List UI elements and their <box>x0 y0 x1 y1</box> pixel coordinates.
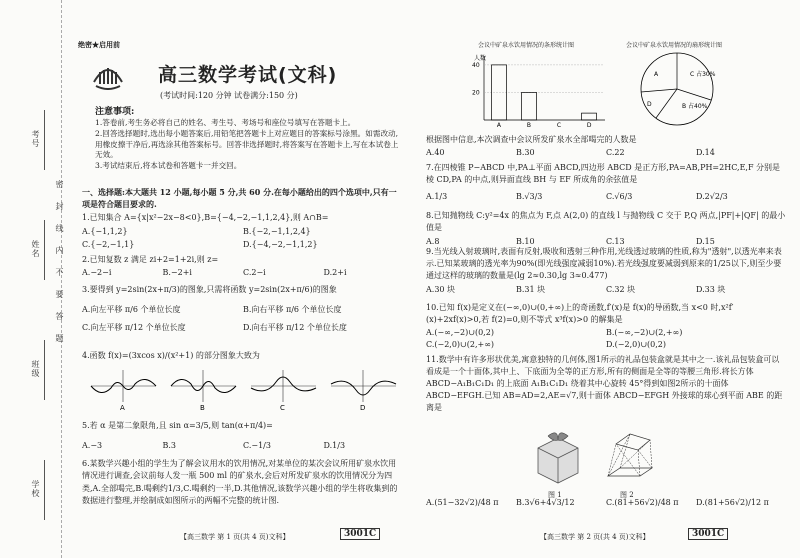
graph-label: C <box>280 404 285 412</box>
graph-label: D <box>360 404 366 412</box>
bar-D <box>582 113 597 120</box>
question-8 <box>426 210 786 248</box>
option: B.31 块 <box>516 285 546 294</box>
question-5 <box>82 420 404 450</box>
option: D.2√2/3 <box>696 192 728 201</box>
question-stem: 7.在四棱锥 P−ABCD 中,PA⊥平面 ABCD,四边形 ABCD 是正方形,PA=AB,PH=2HC,E,F 分别是棱 CD,PA 的中点,则异面直线 BH 与 EF 所成角的余弦值是 <box>426 163 781 184</box>
bar-B <box>522 92 537 120</box>
question-stem: 10.已知 f(x)是定义在(−∞,0)∪(0,+∞)上的奇函数,f′(x)是 f(x)的导函数,当 x<0 时,x²f′(x)+2xf(x)>0,若 f(2)=0,则不等式 x³f(x)>0 的解集是 <box>426 303 734 324</box>
option: D.(−2,0)∪(0,2) <box>606 340 667 349</box>
option: C.32 块 <box>606 285 636 294</box>
question-stem: 3.要得到 y=2sin(2x+π/3)的图象,只需将函数 y=2sin(2x+π/6)的图象 <box>82 285 337 294</box>
option: B.{−2,−1,1,2,4} <box>243 227 311 236</box>
question-stem: 11.数学中有许多形状优美,寓意独特的几何体,图1所示的礼品包装盒就是其中之一.该礼品包装盒可以看成是一个十面体,其中上、下底面为全等的正方形,所有的侧面是全等的等腰三角形.将长方体 ABCD−A₁B₁C₁D₁ 的上底面 A₁B₁C₁D₁ 绕着其中心旋转 45°得到如图2所示的十面体 ABCD−EFGH.已知 AB=AD=2,AE=√7,则十面体 ABCD−EFGH 外接球的球心到平面 ABE 的距离是 <box>426 355 783 412</box>
option: C.−1/3 <box>243 441 271 450</box>
option: C.{−2,−1,1} <box>82 239 135 249</box>
bar-y-tick: 40 <box>472 61 480 69</box>
graph-label: B <box>200 404 205 412</box>
question-6 <box>82 458 404 508</box>
question-4 <box>82 350 404 361</box>
option: D.1/3 <box>323 441 346 450</box>
note-item: 3.考试结束后,将本试卷和答题卡一并交回。 <box>95 161 242 171</box>
paper-code: 3001C <box>340 528 380 540</box>
school-label: 学校 <box>31 480 40 498</box>
notes-heading: 注意事项: <box>95 107 135 117</box>
question-stem: 1.已知集合 A={x|x²−2x−8<0},B={−4,−2,−1,1,2,4},则 A∩B= <box>82 213 329 222</box>
bar-category-label: B <box>526 122 532 128</box>
name-label: 姓名 <box>31 240 40 258</box>
question-stem: 9.当光线入射玻璃时,表面有反射,吸收和透射三种作用,光线透过玻璃的性质,称为"透射",以透光率来表示.已知某玻璃的透光率为90%(即光线强度减弱10%).若光线强度要减弱到原来的1/25以下,则至少要通过这样的玻璃的数量是(lg 2≈0.30,lg 3≈0.477) <box>426 247 782 280</box>
question-6-continued <box>426 134 786 157</box>
option: D.2+i <box>323 268 347 277</box>
graph-d <box>331 370 396 412</box>
option: C.向左平移 π/12 个单位长度 <box>82 322 186 332</box>
class-field[interactable] <box>44 340 45 400</box>
paper-code-right: 3001C <box>688 528 728 540</box>
question-11 <box>426 354 786 414</box>
question-3 <box>82 284 404 336</box>
question-7 <box>426 162 786 203</box>
question-9 <box>426 246 786 296</box>
option: B.3√6+4√3/12 <box>516 498 575 507</box>
graph-label: A <box>120 404 125 412</box>
option: C.√6/3 <box>606 192 633 201</box>
seal-line-text: 密封线内不要答题 <box>55 180 64 356</box>
option: C.2−i <box>243 268 266 277</box>
pie-label-b: B 占40% <box>682 103 708 110</box>
graph-b <box>171 370 236 412</box>
option: A.(51−32√2)/48 π <box>426 498 499 507</box>
footer-right: 【高三数学 第 2 页(共 4 页)文科】 <box>540 533 650 541</box>
question-stem: 2.已知复数 z 满足 zi+2=1+2i,则 z= <box>82 255 219 264</box>
pie-label-c: C 占30% <box>690 71 716 78</box>
option: D.{−4,−2,−1,1,2} <box>243 239 318 249</box>
bar-category-label: A <box>496 122 502 128</box>
question-stem: 根据图中信息,本次调查中会议所发矿泉水全部喝完的人数是 <box>426 135 637 144</box>
pie-slice-edge <box>656 89 677 118</box>
exam-info: (考试时间:120 分钟 试卷满分:150 分) <box>160 91 298 100</box>
bar-ylabel: 人数 <box>474 55 487 62</box>
bar-y-tick: 20 <box>472 89 480 97</box>
option: A.8 <box>426 237 440 246</box>
option: C.13 <box>606 237 625 246</box>
option: B.30 <box>516 148 535 157</box>
option: B.√3/3 <box>516 192 543 201</box>
option: C.(−2,0)∪(2,+∞) <box>426 340 494 349</box>
exam-no-field[interactable] <box>44 110 45 170</box>
option: A.40 <box>426 148 445 157</box>
figure-1-caption: 图 1 <box>548 491 562 499</box>
graph-a <box>91 370 156 412</box>
bar-chart-title: 会议中矿泉水饮用情况的条形统计图 <box>478 42 575 49</box>
section-heading: 一、选择题:本大题共 12 小题,每小题 5 分,共 60 分.在每小题给出的四个选项中,只有一项是符合题目要求的. <box>82 187 397 209</box>
option: B.−2+i <box>162 268 192 277</box>
gift-box-figure <box>528 428 588 488</box>
decahedron-figure <box>600 428 660 488</box>
option: A.−2−i <box>82 268 112 277</box>
question-stem: 6.某数学兴趣小组的学生为了解会议用水的饮用情况,对某单位的某次会议所用矿泉水饮用情况进行调查,会议前每人发一瓶 500 ml 的矿泉水,会后对所发矿泉水的饮用情况分为四类,A.全部喝完,B.喝剩约1/3,C.喝剩约一半,D.其他情况,该数学兴趣小组的学生将收集到的数据进行整理,并绘制成如图所示的两幅不完整的统计图. <box>82 459 398 506</box>
option: D.向右平移 π/12 个单位长度 <box>243 322 347 332</box>
option: A.−3 <box>82 441 103 450</box>
option: A.向左平移 π/6 个单位长度 <box>82 305 181 314</box>
option: A.30 块 <box>426 285 456 294</box>
pie-chart-title: 会议中矿泉水饮用情况的扇形统计图 <box>626 42 723 49</box>
option: B.10 <box>516 237 535 246</box>
option: A.{−1,1,2} <box>82 227 128 236</box>
q4-graphs <box>86 366 406 412</box>
option: D.15 <box>696 237 715 246</box>
exam-no-label: 考号 <box>31 130 40 148</box>
option: B.向右平移 π/6 个单位长度 <box>243 305 342 314</box>
option: A.(−∞,−2)∪(0,2) <box>426 328 494 337</box>
option: B.(−∞,−2)∪(2,+∞) <box>606 328 683 337</box>
class-label: 班级 <box>31 360 40 378</box>
option: D.33 块 <box>696 285 726 294</box>
option: A.1/3 <box>426 192 448 201</box>
notes-list <box>95 118 400 172</box>
page-title: 高三数学考试(文科) <box>158 64 338 86</box>
question-10 <box>426 302 786 351</box>
school-field[interactable] <box>44 460 45 520</box>
publisher-logo-icon <box>90 60 126 90</box>
question-2 <box>82 254 404 277</box>
question-stem: 4.函数 f(x)=(3xcos x)/(x²+1) 的部分图象大致为 <box>82 351 260 360</box>
pie-slice-edge <box>641 89 677 92</box>
option: C.22 <box>606 148 625 157</box>
question-stem: 5.若 α 是第二象限角,且 sin α=3/5,则 tan(α+π/4)= <box>82 421 273 430</box>
footer-left: 【高三数学 第 1 页(共 4 页)文科】 <box>180 533 290 541</box>
pie-slice-edge <box>677 89 711 100</box>
name-field[interactable] <box>44 220 45 280</box>
graph-c <box>251 370 316 412</box>
pie-label-d: D <box>647 101 652 108</box>
binding-margin <box>0 0 62 558</box>
option: D.(81+56√2)/12 π <box>696 498 769 507</box>
confidential-label: 绝密★启用前 <box>78 40 120 49</box>
note-item: 1.答卷前,考生务必将自己的姓名、考生号、考场号和座位号填写在答题卡上。 <box>95 118 356 127</box>
bar-category-label: D <box>586 122 592 128</box>
bar-chart <box>470 50 610 128</box>
figure-2-caption: 图 2 <box>620 491 634 499</box>
question-stem: 8.已知抛物线 C:y²=4x 的焦点为 F,点 A(2,0) 的直线 l 与抛物线 C 交于 P,Q 两点,|PF|+|QF| 的最小值是 <box>426 211 786 232</box>
question-1 <box>82 212 404 252</box>
note-item: 2.回答选择题时,选出每小题答案后,用铅笔把答题卡上对应题目的答案标号涂黑。如需改动,用橡皮擦干净后,再选涂其他答案标号。回答非选择题时,将答案写在答题卡上,写在本试卷上无效。 <box>95 128 399 160</box>
option: B.3 <box>162 441 177 450</box>
option: C.(81+56√2)/48 π <box>606 498 679 507</box>
bar-category-label: C <box>556 122 562 128</box>
pie-chart <box>632 48 722 130</box>
question-11-options <box>426 498 786 507</box>
option: D.14 <box>696 148 715 157</box>
pie-label-a: A <box>654 71 659 78</box>
